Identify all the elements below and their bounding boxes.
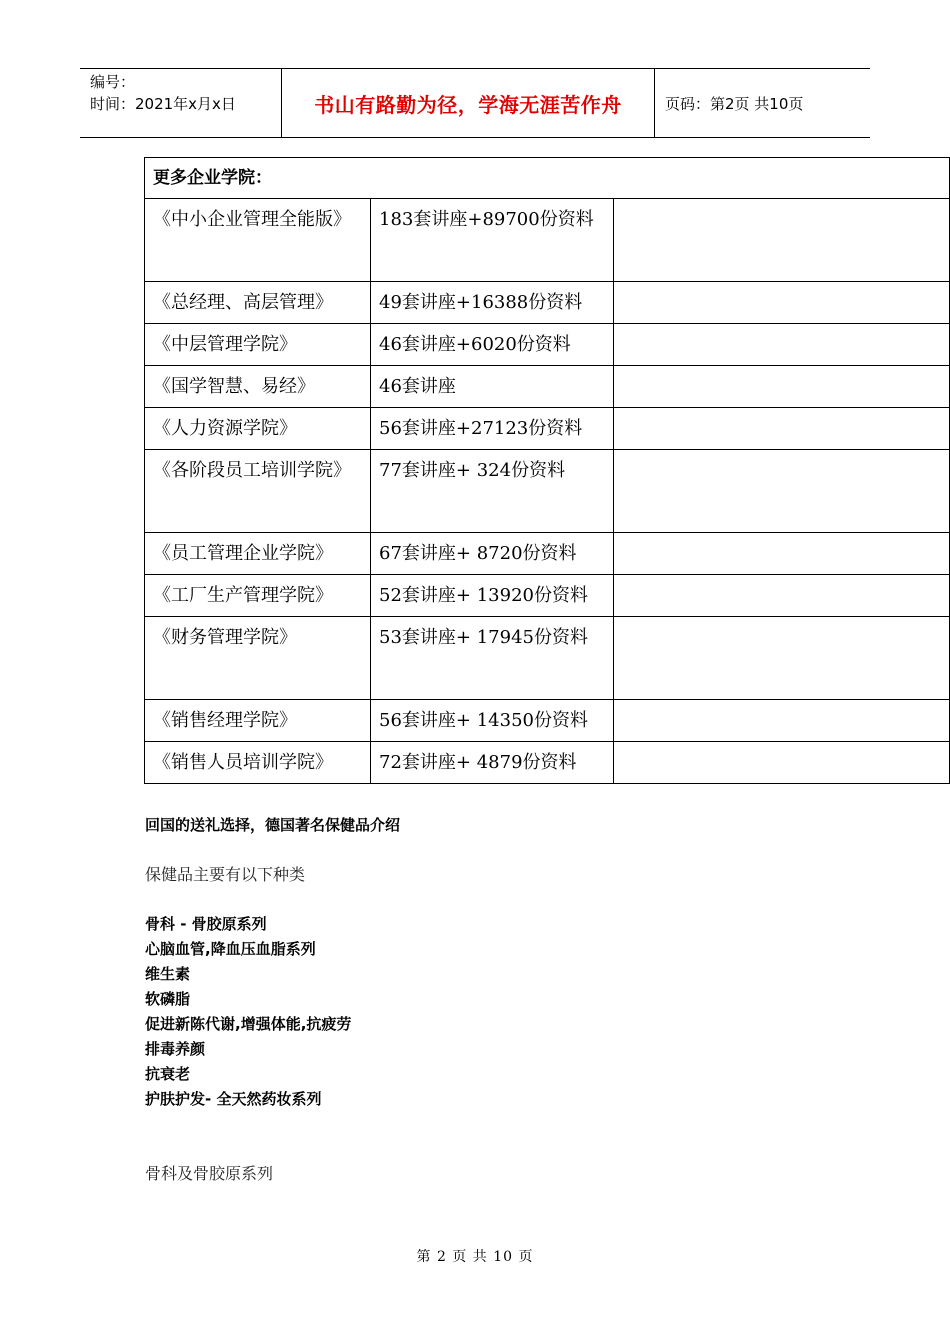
- empty-cell: [614, 408, 950, 450]
- header-divider-right: [654, 69, 655, 137]
- table-title: 更多企业学院：: [145, 158, 950, 199]
- academy-name-cell: 《总经理、高层管理》: [145, 282, 371, 324]
- list-item: 抗衰老: [145, 1065, 191, 1083]
- academy-name-cell: 《中层管理学院》: [145, 324, 371, 366]
- category-list: [145, 912, 351, 1112]
- academy-name-cell: 《中小企业管理全能版》: [145, 199, 371, 282]
- table-row: [145, 199, 950, 282]
- empty-cell: [614, 617, 950, 700]
- table-row: [145, 742, 950, 784]
- academy-desc-cell: 46套讲座: [371, 366, 614, 408]
- header-meta: [90, 71, 236, 115]
- empty-cell: [614, 366, 950, 408]
- empty-cell: [614, 450, 950, 533]
- table-row: [145, 408, 950, 450]
- table-title-row: [145, 158, 950, 199]
- page-footer: 第 2 页 共 10 页: [416, 1249, 534, 1265]
- list-item: 促进新陈代谢,增强体能,抗疲劳: [145, 1015, 352, 1033]
- academy-desc-cell: 53套讲座+ 17945份资料: [371, 617, 614, 700]
- empty-cell: [614, 324, 950, 366]
- header-motto: 书山有路勤为径，学海无涯苦作舟: [314, 92, 622, 117]
- academy-desc-cell: 46套讲座+6020份资料: [371, 324, 614, 366]
- academy-name-cell: 《财务管理学院》: [145, 617, 371, 700]
- academy-desc-cell: 77套讲座+ 324份资料: [371, 450, 614, 533]
- empty-cell: [614, 575, 950, 617]
- academy-desc-cell: 183套讲座+89700份资料: [371, 199, 614, 282]
- academy-desc-cell: 67套讲座+ 8720份资料: [371, 533, 614, 575]
- academy-name-cell: 《员工管理企业学院》: [145, 533, 371, 575]
- section-title: 回国的送礼选择，德国著名保健品介绍: [145, 816, 401, 834]
- table-row: [145, 533, 950, 575]
- academy-desc-cell: 52套讲座+ 13920份资料: [371, 575, 614, 617]
- table-row: [145, 282, 950, 324]
- academy-desc-cell: 49套讲座+16388份资料: [371, 282, 614, 324]
- empty-cell: [614, 282, 950, 324]
- academy-name-cell: 《销售人员培训学院》: [145, 742, 371, 784]
- academy-name-cell: 《人力资源学院》: [145, 408, 371, 450]
- table-row: [145, 575, 950, 617]
- table-row: [145, 366, 950, 408]
- empty-cell: [614, 199, 950, 282]
- page-header: [80, 68, 870, 138]
- section-intro: 保健品主要有以下种类: [145, 865, 306, 884]
- table-row: [145, 617, 950, 700]
- list-item: 护肤护发- 全天然药妆系列: [145, 1090, 322, 1108]
- academy-desc-cell: 56套讲座+27123份资料: [371, 408, 614, 450]
- header-number-label: 编号：: [90, 73, 136, 91]
- academy-name-cell: 《国学智慧、易经》: [145, 366, 371, 408]
- table-row: [145, 324, 950, 366]
- list-item: 骨科 - 骨胶原系列: [145, 915, 267, 933]
- list-item: 维生素: [145, 965, 191, 983]
- empty-cell: [614, 533, 950, 575]
- academy-name-cell: 《工厂生产管理学院》: [145, 575, 371, 617]
- empty-cell: [614, 742, 950, 784]
- table-row: [145, 700, 950, 742]
- academy-name-cell: 《销售经理学院》: [145, 700, 371, 742]
- list-item: 软磷脂: [145, 990, 191, 1008]
- academy-table: [144, 157, 950, 784]
- empty-cell: [614, 700, 950, 742]
- section-subheading: 骨科及骨胶原系列: [145, 1164, 274, 1183]
- academy-desc-cell: 72套讲座+ 4879份资料: [371, 742, 614, 784]
- header-page-info: 页码：第2页 共10页: [665, 94, 804, 113]
- table-row: [145, 450, 950, 533]
- academy-desc-cell: 56套讲座+ 14350份资料: [371, 700, 614, 742]
- list-item: 心脑血管,降血压血脂系列: [145, 940, 316, 958]
- header-time-label: 时间：2021年x月x日: [90, 95, 236, 113]
- academy-name-cell: 《各阶段员工培训学院》: [145, 450, 371, 533]
- list-item: 排毒养颜: [145, 1040, 206, 1058]
